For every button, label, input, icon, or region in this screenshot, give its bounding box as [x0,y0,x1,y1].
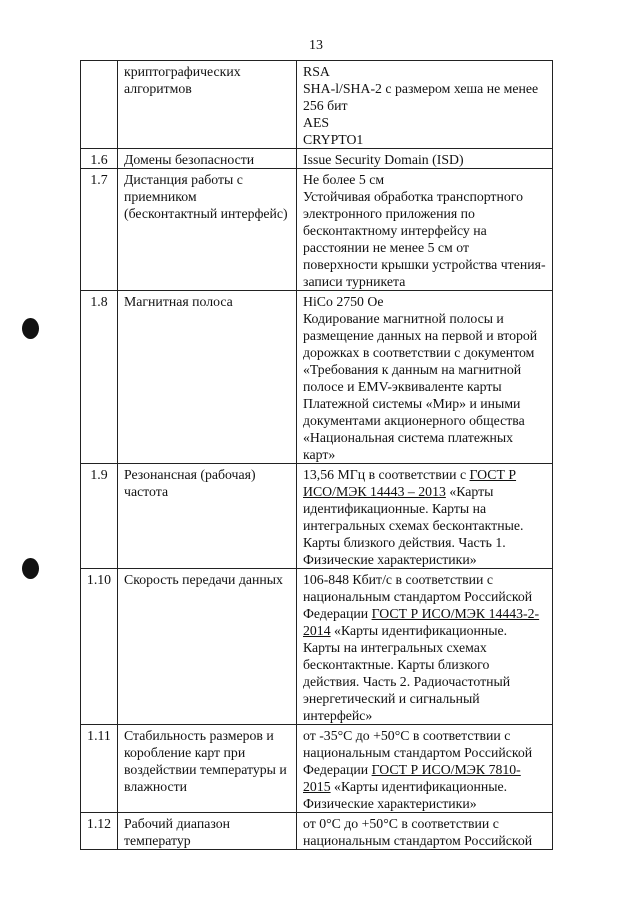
standard-reference-link[interactable]: ГОСТ Р ИСО/МЭК 7810-2015 [303,762,521,794]
value-text: SHA-l/SHA-2 с размером хеша не менее 256 бит [303,81,539,113]
value-paragraph [303,114,547,131]
value-paragraph [303,310,547,463]
value-paragraph [303,171,547,188]
parameter-value-cell [297,813,553,850]
value-text: CRYPTO1 [303,132,364,147]
parameter-value-cell [297,61,553,149]
table-row [81,169,553,291]
table-row [81,291,553,464]
parameter-value-cell [297,569,553,725]
page-number: 13 [309,38,323,53]
value-text: HiCo 2750 Oe [303,294,384,309]
table-row [81,464,553,569]
parameter-name-cell: Домены безопасности [118,149,297,169]
table-row [81,813,553,850]
table-row [81,149,553,169]
parameter-name-cell: Резонансная (рабочая) частота [118,464,297,569]
row-number-cell: 1.11 [81,725,118,813]
standard-reference-link[interactable]: ГОСТ Р ИСО/МЭК 14443 – 2013 [303,467,517,499]
value-text: Issue Security Domain (ISD) [303,152,464,167]
parameter-name-cell: Магнитная полоса [118,291,297,464]
standard-reference-link[interactable]: ГОСТ Р ИСО/МЭК 14443-2-2014 [303,606,540,638]
parameter-value-cell [297,169,553,291]
value-text: 13,56 МГц в соответствии с [303,467,470,482]
value-text: «Карты идентификационные. Физические характеристики» [303,779,508,811]
value-paragraph [303,571,547,724]
parameter-value-cell [297,149,553,169]
parameter-value-cell [297,291,553,464]
value-text: «Карты идентификационные. Карты на интегральных схемах бесконтактные. Карты близкого действия. Часть 1. Физические характеристики» [303,484,524,567]
row-number-cell: 1.10 [81,569,118,725]
value-text: 106-848 Кбит/с в соответствии с национальным стандартом Российской Федерации [303,572,533,621]
table-row [81,569,553,725]
value-text: RSA [303,64,330,79]
value-paragraph [303,466,547,568]
row-number-cell: 1.7 [81,169,118,291]
parameter-value-cell [297,464,553,569]
value-paragraph [303,63,547,80]
row-number-cell: 1.6 [81,149,118,169]
table-row [81,725,553,813]
parameter-value-cell [297,725,553,813]
parameter-name-cell: Дистанция работы с приемником (бесконтактный интерфейс) [118,169,297,291]
value-paragraph [303,188,547,290]
row-number-cell: 1.9 [81,464,118,569]
table-row [81,61,553,149]
value-paragraph [303,727,547,812]
value-text: «Карты идентификационные. Карты на интегральных схемах бесконтактные. Карты близкого действия. Часть 2. Радиочастотный энергетический и сигнальный интерфейс» [303,623,511,723]
value-text: Не более 5 см [303,172,385,187]
value-paragraph [303,815,547,849]
row-number-cell: 1.12 [81,813,118,850]
value-text: от -35°С до +50°С в соответствии с национальным стандартом Российской Федерации [303,728,533,777]
value-paragraph [303,293,547,310]
value-text: Кодирование магнитной полосы и размещение данных на первой и второй дорожках в соответствии с документом «Требования к данным на магнитной полосе и EMV-эквиваленте карты Платежной системы «Мир» и иными документами акционерного общества «Национальная система платежных карт» [303,311,538,462]
value-paragraph [303,151,547,168]
value-text: Устойчивая обработка транспортного электронного приложения по бесконтактному интерфейсу на расстоянии не менее 5 см от поверхности крышки устройства чтения-записи турникета [303,189,546,289]
value-text: AES [303,115,330,130]
value-text: от 0°С до +50°С в соответствии с национальным стандартом Российской [303,816,533,848]
row-number-cell: 1.8 [81,291,118,464]
value-paragraph [303,131,547,148]
parameter-name-cell: криптографических алгоритмов [118,61,297,149]
specification-table [80,60,553,850]
parameter-name-cell: Рабочий диапазон температур [118,813,297,850]
parameter-name-cell: Скорость передачи данных [118,569,297,725]
value-paragraph [303,80,547,114]
parameter-name-cell: Стабильность размеров и коробление карт при воздействии температуры и влажности [118,725,297,813]
punch-hole-mark [22,558,39,579]
punch-hole-mark [22,318,39,339]
row-number-cell [81,61,118,149]
